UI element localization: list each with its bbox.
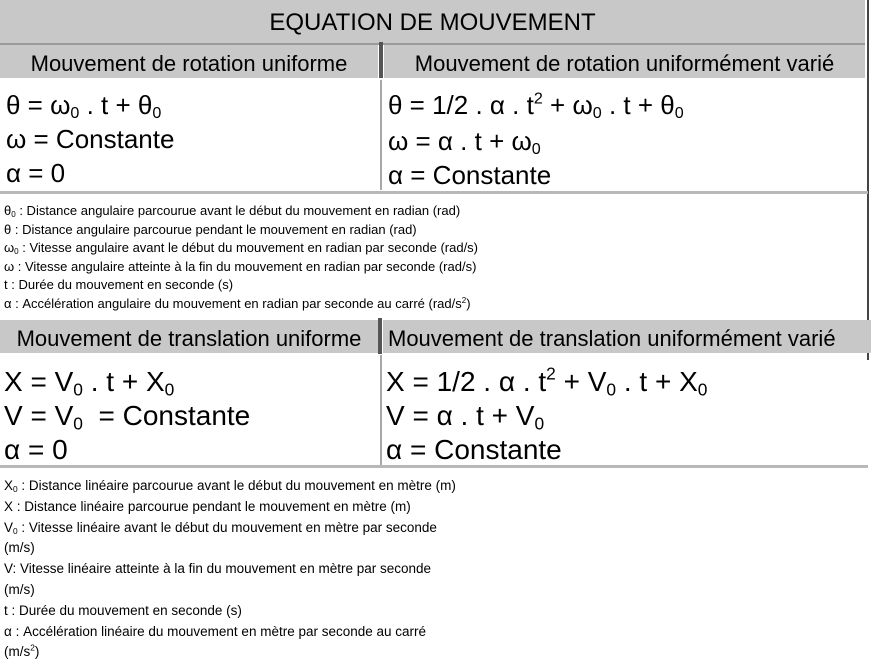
legend-text: : Distance linéaire parcourue pendant le mouvement en mètre (m): [13, 498, 411, 514]
legend-line: [4, 622, 456, 643]
legend-line: [4, 476, 456, 497]
legend-tail: ): [34, 644, 40, 660]
legend-text: (m/s): [4, 581, 35, 597]
legend-sub: 0: [13, 525, 18, 536]
equation-acceleration: α = Constante: [386, 434, 562, 465]
row-separator: [0, 191, 868, 194]
legend-sup: 2: [30, 642, 35, 653]
legend-sym: t: [4, 277, 8, 293]
header-translation-varied: Mouvement de translation uniformément varié: [383, 320, 871, 353]
rotation-legend: [4, 202, 478, 314]
header-divider: [378, 318, 382, 354]
rotation-varied-equations: [388, 88, 684, 192]
equation-angle: $\theta = \omega_0$ . $t + \theta_0$: [6, 90, 162, 123]
legend-text: : Vitesse linéaire avant le début du mouvement en mètre par seconde: [17, 519, 437, 535]
equation-angular-velocity: ω = α . $t + \omega_0$: [388, 126, 541, 159]
legend-text: : Distance angulaire parcourue pendant le mouvement en radian (rad): [11, 221, 417, 237]
legend-line: [4, 601, 456, 622]
equation-angular-acceleration: α = 0: [6, 158, 66, 188]
legend-sym: V: [4, 561, 13, 577]
equation-velocity: V = α . $t + V_0$: [386, 400, 545, 434]
rotation-uniform-equations: [6, 88, 174, 190]
legend-line: [4, 295, 478, 314]
equation-angle: θ = 1/2 . α . $t^2 + \omega_0$ . $t + \theta_0$: [388, 89, 684, 123]
equation-velocity: $V = V_0$ = Constante: [4, 400, 251, 434]
legend-line: [4, 258, 478, 277]
header-rotation-varied: Mouvement de rotation uniformément varié: [384, 45, 865, 78]
legend-text: : Distance angulaire parcourue avant le début du mouvement en radian (rad): [15, 203, 461, 218]
equation-position: X = 1/2 . α . $t^2 + V_0$ . $t + X_0$: [386, 363, 708, 400]
legend-sym: θ: [4, 221, 12, 237]
legend-line: [4, 518, 456, 539]
legend-sym: α: [4, 623, 12, 639]
legend-line: [4, 538, 456, 559]
header-divider: [379, 42, 383, 78]
legend-sub: 0: [11, 210, 16, 219]
legend-tail: ): [466, 295, 471, 311]
translation-varied-equations: [386, 365, 707, 467]
legend-line: [4, 202, 478, 221]
legend-sup: 2: [461, 295, 467, 305]
column-separator: [380, 80, 382, 190]
legend-line: [4, 221, 478, 240]
legend-text: : Durée du mouvement en seconde (s): [7, 277, 234, 293]
legend-line: [4, 580, 456, 601]
legend-line: [4, 276, 478, 295]
header-rotation-uniform: Mouvement de rotation uniforme: [0, 45, 378, 78]
legend-text: (m/s): [4, 540, 35, 556]
legend-text: (m/s: [4, 644, 31, 660]
legend-line: [4, 642, 456, 663]
legend-sym: ω: [4, 258, 15, 274]
legend-text: : Accélération angulaire du mouvement en radian par seconde au carré (rad/s: [11, 295, 462, 311]
sheet-title: EQUATION DE MOUVEMENT: [0, 0, 865, 45]
legend-line: [4, 497, 456, 518]
legend-text: : Accélération linéaire du mouvement en mètre par seconde au carré: [11, 623, 427, 639]
legend-text: : Distance linéaire parcourue avant le début du mouvement en mètre (m): [17, 478, 456, 493]
legend-sub: 0: [14, 247, 19, 257]
row-separator: [0, 465, 868, 468]
translation-uniform-equations: [4, 365, 250, 467]
legend-text: : Vitesse angulaire avant le début du mouvement en radian par seconde (rad/s): [18, 240, 479, 256]
legend-sym: t: [4, 602, 8, 618]
equation-angular-velocity: ω = Constante: [6, 124, 175, 154]
header-translation-uniform: Mouvement de translation uniforme: [0, 320, 378, 353]
legend-text: : Vitesse angulaire atteinte à la fin du mouvement en radian par seconde (rad/s): [14, 258, 477, 274]
legend-sym: α: [4, 295, 12, 311]
legend-sym: X: [4, 478, 14, 493]
equation-position: $X = V_0$ . $t + X_0$: [4, 366, 175, 400]
legend-sym: X: [4, 498, 14, 514]
legend-sub: 0: [13, 484, 18, 495]
legend-sym: ω: [4, 240, 15, 256]
legend-line: [4, 559, 456, 580]
legend-sym: θ: [4, 203, 12, 218]
right-border: [867, 0, 869, 360]
legend-sym: V: [4, 519, 14, 535]
legend-text: : Durée du mouvement en seconde (s): [7, 602, 242, 618]
legend-line: [4, 239, 478, 258]
translation-legend: [4, 476, 456, 663]
legend-text: : Vitesse linéaire atteinte à la fin du mouvement en mètre par seconde: [12, 561, 432, 577]
equation-angular-acceleration: α = Constante: [388, 160, 552, 190]
equation-acceleration: α = 0: [4, 434, 68, 465]
column-separator: [380, 355, 382, 465]
